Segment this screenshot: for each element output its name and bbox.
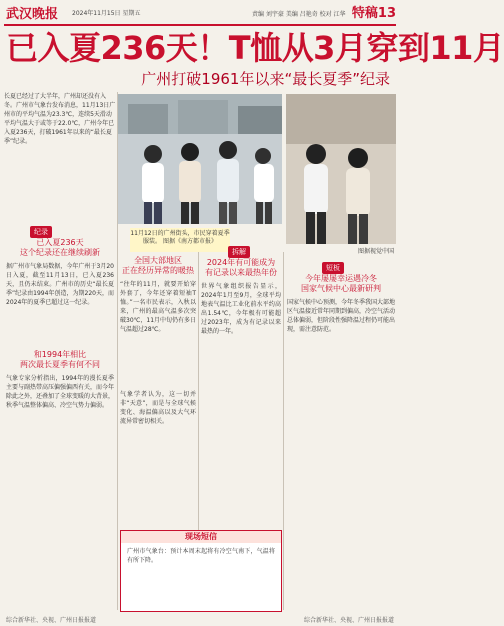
street-photo-image [118, 94, 282, 224]
header-rule [4, 24, 396, 26]
masthead: 武汉晚报 [6, 7, 59, 22]
street-photo [118, 94, 282, 224]
column-rule-1 [117, 92, 118, 610]
left-column-body: 据广州市气象局数据，今年广州于3月20日入夏，截至11月13日，已入夏236天，且仍未结束。广州市的历史“最长夏季”纪录由1994年创造，为期220天，而2024年的夏季已超过这一纪录。 [6, 263, 114, 306]
dateline: 2024年11月15日 星期五 [72, 10, 141, 17]
right-photo-caption: 图据视觉中国 [357, 248, 394, 255]
left-column-body-2: 气象专家分析指出，1994年的漫长夏季主要与副热带高压偏强偏西有关，而今年除此之外，还叠加了全球变暖的大背景，秋季气温整体偏高、冷空气势力偏弱。 [6, 375, 115, 409]
main-photo-caption: 11月12日的广州街头，市民穿着夏季服装。 图据《南方都市报》 [130, 228, 230, 252]
editors-credit: 责编 刘宇豪 美编 吕艳奇 校对 江华 [252, 11, 346, 18]
section-label: 特稿13 [351, 6, 396, 21]
third-column-heading: 2024年有可能成为 有记录以来最热年份 [205, 258, 277, 277]
bottom-note-text: 广州市气象台：预计本周末起将有冷空气南下，气温将有所下降。 [127, 548, 275, 564]
third-column-body: 世界气象组织报告显示，2024年1月至9月，全球平均地表气温比工业化前水平约高出1.54℃，今年极有可能超过2023年，成为有记录以来最热的一年。 [201, 283, 281, 335]
page-footer [0, 612, 400, 626]
bottom-note-title: 现场短信 [121, 531, 281, 543]
right-column-heading: 今年屡屡幸运遇冷冬 国家气候中心最新研判 [301, 274, 381, 293]
column-rule-2 [198, 252, 199, 530]
headline: 已入夏236天！T恤从3月穿到11月 [6, 29, 504, 67]
crowd-photo [286, 94, 396, 244]
bottom-note-box [120, 530, 282, 612]
tag-analysis: 拆解 [228, 246, 250, 258]
tag-record: 纪录 [30, 226, 52, 238]
subheadline: 广州打破1961年以来“最长夏季”纪录 [141, 70, 390, 88]
left-column-subheading: 和1994年相比 两次最长夏季有何不同 [20, 350, 100, 369]
right-column-body: 国家气候中心预测，今年冬季我国大部地区气温接近常年同期到偏高，冷空气活动总体偏弱，但阶段性强降温过程仍可能出现，需注意防范。 [287, 299, 396, 333]
mid-column-heading: 全国大部地区 正在经历异常的暖热 [122, 256, 194, 275]
column-rule-3 [283, 252, 284, 610]
footer-credit-left: 综合新华社、央视、广州日报报道 [6, 617, 97, 624]
crowd-photo-image [286, 94, 396, 244]
mid-column-body: “往年的11月，就要开始穿外套了，今年还穿着短袖T恤。”一名市民表示，入秋以来，广州的最高气温多次突破30℃，11月中旬仍有多日气温超过28℃。 [120, 281, 197, 333]
tag-shortcoming: 短板 [322, 262, 344, 274]
left-column-heading: 已入夏236天 这个纪录还在继续刷新 [20, 238, 100, 257]
intro-paragraph: 长夏已经过了大半年，广州却还没有入冬。广州市气象台发布消息，11月13日广州市的平均气温为23.3℃，连续5天滑动平均气温大于或等于22.0℃，广州今年已入夏236天，打破1961年以来的“最长夏季”纪录。 [4, 93, 116, 145]
footer-credit-right: 综合新华社、央视、广州日报报道 [303, 617, 394, 624]
mid-column-body-2: 气象学者认为，这一切并非“天意”，而是与全球气候变化、海温偏高以及大气环流异常密切相关。 [120, 391, 196, 425]
page-header [0, 0, 400, 24]
